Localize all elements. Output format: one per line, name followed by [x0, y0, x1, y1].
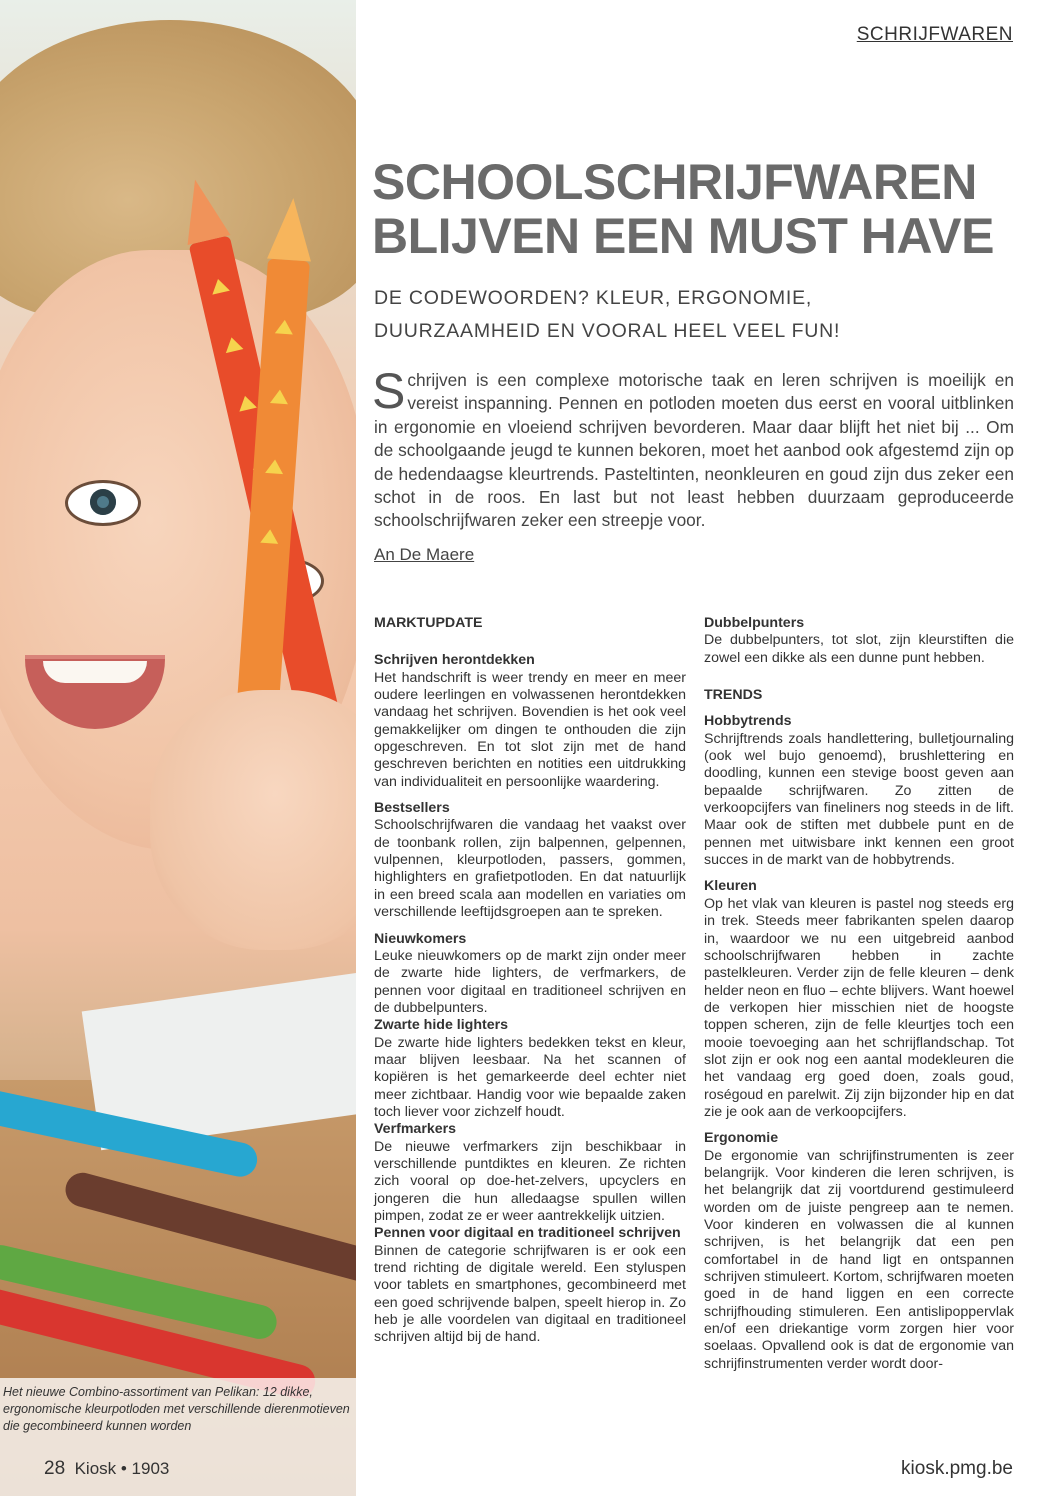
section-text: Schoolschrijfwaren die vandaag het vaakst over de toonbank rollen, zijn balpennen, gelpennen, vulpennen, kleurpotloden, passers, gommen, highlighters en grafietpotloden. En dat natuurlijk in een breed scala aan modellen en variaties om verschillende leeftijdsgroepen aan te spreken. — [374, 817, 686, 921]
section-heading: Verfmarkers — [374, 1121, 457, 1138]
section-heading: Bestsellers — [374, 800, 450, 817]
section-text: Op het vlak van kleuren is pastel nog steeds erg in trek. Steeds meer fabrikanten spelen daarop in, waardoor we nu een uitgebreid aanbod schoolschrijfwaren hebben in zachte pastelkleuren. Verder zijn de felle kleuren – denk helder neon en fluo – echte blijvers. Want hoewel de verkopen hier misschien niet de hoogste toppen scheren, zijn de felle kleurtjes toch een mooie toevoeging aan het schrijflandschap. Tot slot zijn er ook nog een aantal modekleuren die het vandaag erg goed doen, zoals goud, roségoud en parelwit. Zij zijn bijzonder hip en dat zie je ook aan de verkoopcijfers. — [704, 895, 1014, 1120]
page-number: 28 — [44, 1458, 66, 1479]
section-heading: Nieuwkomers — [374, 930, 467, 947]
section-text: De dubbelpunters, tot slot, zijn kleurstiften die zowel een dikke als een dunne punt hebben. — [704, 632, 1014, 666]
article-title — [372, 155, 1032, 263]
section-text: Schrijftrends zoals handlettering, bulletjournaling (ook wel bujo genoemd), brushlettering en doodling, kunnen een stevige boost geven aan bepaalde schrijfwaren. Zo zitten de verkoopcijfers van fineliners nog steeds in de lift. Maar ook de stiften met dubbele punt en de pennen met uitwisbare inkt kennen een groot succes in de markt van de hobbytrends. — [704, 730, 1014, 869]
title-line: SCHOOLSCHRIJFWAREN — [372, 154, 977, 210]
section-text: De zwarte hide lighters bedekken tekst en kleur, maar blijven leesbaar. Na het scannen of kopiëren is het gemarkeerde deel echter niet meer zichtbaar. Handig voor wie bepaalde zaken toch liever voor zichzelf houdt. — [374, 1034, 686, 1120]
section-heading: Kleuren — [704, 878, 757, 895]
author-byline[interactable]: An De Maere — [374, 545, 475, 564]
section-heading: Ergonomie — [704, 1130, 779, 1147]
subtitle-line: DE CODEWOORDEN? KLEUR, ERGONOMIE, — [374, 287, 813, 309]
photo-caption: Het nieuwe Combino-assortiment van Pelikan: 12 dikke, ergonomische kleurpotloden met verschillende dierenmotieven die gecombineerd kunnen worden — [3, 1385, 350, 1433]
section-heading: Pennen voor digitaal en traditioneel schrijven — [374, 1225, 681, 1242]
article-subtitle — [374, 282, 1034, 348]
page-folio — [44, 1458, 169, 1480]
photo-hand — [150, 690, 356, 950]
drop-cap: S — [372, 363, 406, 419]
article-column-2 — [704, 615, 1014, 1373]
lead-text: chrijven is een complexe motorische taak en leren schrijven is moeilijk en vereist inspanning. Pennen en potloden moeten dus eerst en vooral uitblinken in ergonomie en vloeiend schrijven bevorderen. Maar daar blijft het niet bij ... Om de schoolgaande jeugd te kunnen bekoren, moet het aanbod ook afgestemd zijn op de hedendaagse kleurtrends. Pasteltinten, neonkleuren en goud zijn dus zeker een schot in de roos. En last but not least hebben duurzaam geproduceerde schoolschrijfwaren zeker een streepje voor. — [374, 370, 1014, 531]
photo-eye-left — [65, 480, 141, 526]
section-text: Leuke nieuwkomers op de markt zijn onder meer de zwarte hide lighters, de verfmarkers, de pennen voor digitaal en traditioneel schrijven en de dubbelpunters. — [374, 947, 686, 1016]
section-heading: Dubbelpunters — [704, 615, 805, 631]
section-text: De ergonomie van schrijfinstrumenten is zeer belangrijk. Voor kinderen die leren schrijven, is het belangrijk dat zij voortdurend gestimuleerd worden om de juiste pengreep aan te nemen. Voor kinderen en volwassen die al kunnen schrijven, is het belangrijk dat een pen comfortabel in de hand ligt en ontspannen schrijven stimuleert. Kortom, schrijfwaren moeten goed in de hand liggen en een correcte schrijfhouding stimuleren. Een antislipoppervlak en/of een driekantige vorm zorgen hier voor soelaas. Opvallend ook is dat de ergonomie van schrijfinstrumenten verder wordt door- — [704, 1147, 1014, 1372]
title-line: BLIJVEN EEN MUST HAVE — [372, 208, 994, 264]
section-heading: Schrijven herontdekken — [374, 652, 535, 669]
section-text: Binnen de categorie schrijfwaren is er ook een trend richting de digitale wereld. Een styluspen voor tablets en smartphones, gecombineerd met een goed schrijvende balpen, speelt hierop in. Zo heb je alle voordelen van digitaal en traditioneel schrijven altijd bij de hand. — [374, 1242, 686, 1346]
lead-paragraph — [372, 363, 1014, 533]
section-tag[interactable]: SCHRIJFWAREN — [856, 24, 1013, 45]
footer-website-link[interactable]: kiosk.pmg.be — [901, 1458, 1013, 1479]
photo-child-with-pencils — [0, 0, 356, 1496]
section-text: De nieuwe verfmarkers zijn beschikbaar in verschillende puntdiktes en kleuren. Ze richten zich vooral op doe-het-zelvers, upcyclers en jongeren die hun alledaagse spullen willen pimpen, zodat ze er weer aantrekkelijk uitzien. — [374, 1138, 686, 1224]
article-column-1 — [374, 615, 686, 1347]
column-heading: TRENDS — [704, 687, 763, 704]
magazine-issue: Kiosk • 1903 — [74, 1459, 170, 1478]
section-heading: Zwarte hide lighters — [374, 1017, 509, 1034]
subtitle-line: DUURZAAMHEID EN VOORAL HEEL VEEL FUN! — [374, 320, 841, 342]
section-heading: Hobbytrends — [704, 713, 792, 730]
section-text: Het handschrift is weer trendy en meer en meer oudere leerlingen en volwassenen herontdekken vandaag het schrijven. Bovendien is het ook veel gemakkelijker om dingen te onthouden die zijn opgeschreven. En tot slot zijn met de hand geschreven berichten en notities een uitdrukking van individualiteit en persoonlijke waardering. — [374, 669, 686, 790]
column-heading: MARKTUPDATE — [374, 615, 483, 631]
